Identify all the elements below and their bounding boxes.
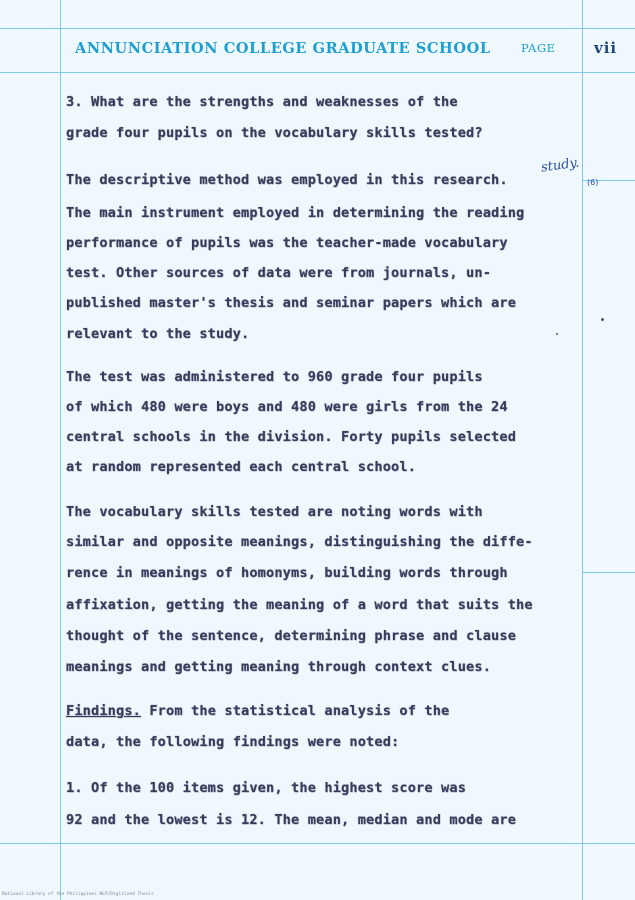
header-top-rule — [0, 28, 635, 29]
text-line: 92 and the lowest is 12. The mean, median and mode are — [66, 812, 517, 828]
findings-intro: From the statistical analysis of the — [141, 703, 450, 719]
source-footer: National Library of the Philippines NLP/Digitized Thesis — [2, 892, 154, 897]
text-line: rence in meanings of homonyms, building words through — [66, 565, 508, 581]
text-line: similar and opposite meanings, distinguishing the diffe- — [66, 534, 533, 550]
text-line: The descriptive method was employed in this research. — [66, 172, 508, 188]
text-line: meanings and getting meaning through context clues. — [66, 659, 492, 675]
text-line: published master's thesis and seminar papers which are — [66, 295, 517, 311]
findings-line-2 — [66, 734, 399, 750]
text-line: grade four pupils on the vocabulary skills tested? — [66, 125, 483, 141]
school-letterhead: ANNUNCIATION COLLEGE GRADUATE SCHOOL — [75, 40, 491, 57]
text-line: of which 480 were boys and 480 were girls from the 24 — [66, 399, 508, 415]
right-column-rule — [582, 572, 635, 573]
annotation-footnote-mark: (6) — [587, 178, 599, 187]
text-line: thought of the sentence, determining phrase and clause — [66, 628, 517, 644]
text-line: the following findings were noted: — [116, 734, 400, 750]
findings-prefix: data, — [66, 734, 108, 750]
findings-heading: Findings. — [66, 703, 142, 719]
text-line: central schools in the division. Forty pupils selected — [66, 429, 517, 445]
left-margin-rule — [60, 0, 61, 900]
handwritten-annotation: study. — [540, 155, 581, 176]
text-line: 1. Of the 100 items given, the highest score was — [66, 780, 467, 796]
text-line: test. Other sources of data were from journals, un- — [66, 265, 492, 281]
page-number: vii — [594, 39, 618, 57]
text-line: The test was administered to 960 grade four pupils — [66, 369, 483, 385]
text-line: performance of pupils was the teacher-made vocabulary — [66, 235, 508, 251]
text-line: The main instrument employed in determining the reading — [66, 205, 525, 221]
page-label: PAGE — [521, 41, 556, 55]
findings-line — [66, 703, 449, 719]
text-line: relevant to the study. — [66, 326, 250, 342]
stray-mark — [601, 318, 604, 321]
header-bottom-rule — [0, 72, 635, 73]
stray-mark — [556, 333, 558, 335]
text-line: at random represented each central school. — [66, 459, 417, 475]
text-line: affixation, getting the meaning of a word that suits the — [66, 597, 533, 613]
text-line: The vocabulary skills tested are noting words with — [66, 504, 483, 520]
right-margin-rule — [582, 0, 583, 900]
footer-rule — [0, 843, 635, 844]
text-line: 3. What are the strengths and weaknesses of the — [66, 94, 458, 110]
